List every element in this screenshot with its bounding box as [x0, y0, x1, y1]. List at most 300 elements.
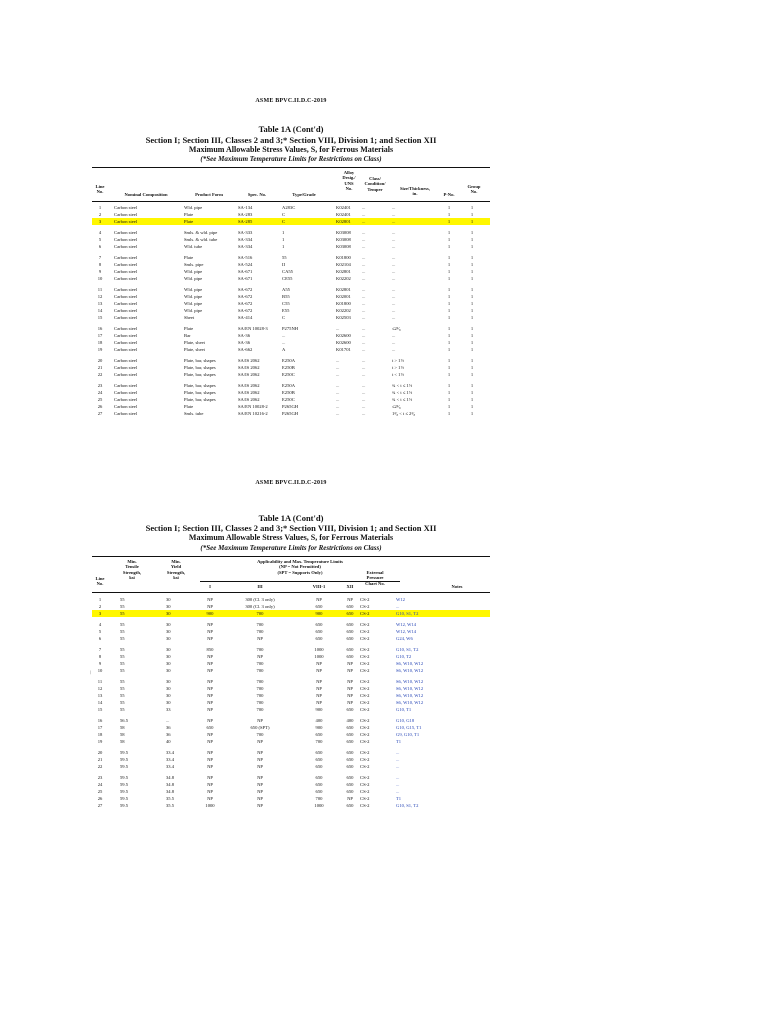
cell-notes[interactable]: G10, S1, T2 [396, 647, 419, 652]
col-header-chart: External Pressure Chart No. [365, 570, 385, 586]
cell-i: NP [207, 654, 213, 659]
table-title: Table 1A (Cont'd) [258, 513, 324, 523]
cell-comp: Carbon steel [114, 294, 138, 299]
cell-type: 1 [282, 244, 285, 249]
cell-i: NP [207, 622, 213, 627]
cell-yld: 33 [166, 707, 171, 712]
table-row [92, 204, 490, 211]
cell-group: 1 [470, 372, 474, 377]
cell-uns: ... [336, 383, 340, 388]
cell-yld: 30 [166, 693, 171, 698]
cell-chart: CS-2 [360, 764, 370, 769]
cell-yld: 30 [166, 654, 171, 659]
cell-uns: ... [336, 404, 340, 409]
cell-pno: 1 [447, 404, 451, 409]
cell-xii: 650 [346, 732, 354, 737]
header-bottom-rule [92, 592, 490, 593]
table-row [92, 396, 490, 403]
cell-no: 2 [98, 212, 102, 217]
cell-type: E250B [282, 390, 295, 395]
table-row [92, 261, 490, 268]
cell-chart: CS-2 [360, 796, 370, 801]
cell-temper: ... [362, 262, 366, 267]
cell-notes[interactable]: ... [396, 604, 400, 609]
cell-i: NP [207, 693, 213, 698]
col-header-sec-iii: III [257, 584, 263, 589]
cell-temper: ... [362, 205, 366, 210]
cell-temper: ... [362, 333, 366, 338]
cell-temper: ... [362, 404, 366, 409]
cell-size: ... [392, 212, 396, 217]
table-row [92, 268, 490, 275]
cell-group: 1 [470, 287, 474, 292]
cell-temper: ... [362, 315, 366, 320]
cell-chart: CS-2 [360, 654, 370, 659]
table-row [92, 382, 490, 389]
cell-viii: NP [316, 686, 322, 691]
cell-chart: CS-2 [360, 725, 370, 730]
cell-viii: 1000 [314, 647, 324, 652]
table-row [92, 802, 490, 809]
cell-xii: NP [347, 597, 353, 602]
cell-chart: CS-2 [360, 707, 370, 712]
cell-comp: Carbon steel [114, 358, 138, 363]
table-subtitle-sections: Section I; Section III, Classes 2 and 3;* Section VIII, Division 1; and Section XII [145, 523, 437, 533]
cell-i: NP [207, 757, 213, 762]
cell-notes[interactable]: G10, S1, T2 [396, 803, 419, 808]
cell-uns: K03008 [336, 230, 351, 235]
table-row [92, 410, 490, 417]
cell-group: 1 [470, 230, 474, 235]
cell-ten: 59.5 [120, 764, 129, 769]
cell-notes[interactable]: W12, W14 [396, 629, 417, 634]
cell-size: ... [392, 205, 396, 210]
cell-comp: Carbon steel [114, 365, 138, 370]
cell-notes[interactable]: G24, W6 [396, 636, 413, 641]
cell-xii: NP [347, 700, 353, 705]
cell-notes[interactable]: S6, W10, W12 [396, 668, 424, 673]
cell-iii: NP [257, 764, 263, 769]
cell-comp: Carbon steel [114, 340, 138, 345]
cell-spec: SA-333 [238, 230, 253, 235]
col-header-yield: Min. Yield Strength, ksi [166, 559, 186, 580]
cell-comp: Carbon steel [114, 411, 138, 416]
cell-ten: 55 [120, 629, 125, 634]
cell-pno: 1 [447, 390, 451, 395]
cell-pno: 1 [447, 287, 451, 292]
cell-group: 1 [470, 262, 474, 267]
cell-viii: 700 [315, 796, 323, 801]
table-subtitle-sections: Section I; Section III, Classes 2 and 3;* Section VIII, Division 1; and Section XII [145, 135, 437, 145]
cell-ten: 58 [120, 739, 125, 744]
table-row [92, 236, 490, 243]
cell-notes[interactable]: G10, T1 [396, 707, 412, 712]
cell-spec: SA-672 [238, 294, 253, 299]
cell-no: 20 [97, 750, 103, 755]
col-header-applicability: Applicability and Max. Temperature Limits (NP = Not Permitted) (SPT = Supports Only) [257, 559, 343, 575]
cell-form: Wld. pipe [184, 276, 203, 281]
cell-group: 1 [470, 276, 474, 281]
cell-temper: ... [362, 212, 366, 217]
cell-ten: 55 [120, 647, 125, 652]
cell-xii: NP [347, 661, 353, 666]
cell-group: 1 [470, 205, 474, 210]
cell-type: B55 [282, 294, 290, 299]
cell-i: NP [207, 686, 213, 691]
cell-ten: 58 [120, 725, 125, 730]
cell-pno: 1 [447, 383, 451, 388]
cell-size: ... [392, 219, 396, 224]
cell-xii: 650 [346, 803, 354, 808]
cell-type: E250B [282, 365, 295, 370]
cell-i: NP [207, 782, 213, 787]
cell-chart: CS-2 [360, 750, 370, 755]
cell-yld: 30 [166, 686, 171, 691]
cell-chart: CS-2 [360, 668, 370, 673]
cell-no: 1 [98, 597, 102, 602]
cell-chart: CS-2 [360, 718, 370, 723]
cell-comp: Carbon steel [114, 390, 138, 395]
cell-i: NP [207, 629, 213, 634]
cell-uns: K02801 [336, 287, 351, 292]
cell-viii: NP [316, 693, 322, 698]
cell-no: 16 [97, 326, 103, 331]
running-head: ASME BPVC.II.D.C-2019 [255, 98, 327, 104]
cell-pno: 1 [447, 397, 451, 402]
cell-type: E250C [282, 372, 295, 377]
cell-group: 1 [470, 326, 474, 331]
table-row [92, 325, 490, 332]
cell-iii: 300 (Cl. 3 only) [245, 604, 275, 609]
cell-i: 1000 [205, 803, 215, 808]
cell-size: ... [392, 294, 396, 299]
cell-xii: 650 [346, 757, 354, 762]
cell-no: 4 [98, 230, 102, 235]
cell-xii: 650 [346, 725, 354, 730]
cell-xii: NP [347, 679, 353, 684]
cell-notes[interactable]: ... [396, 789, 400, 794]
cell-form: Plate, bar, shapes [184, 390, 216, 395]
table-row [92, 717, 490, 724]
cell-ten: 55 [120, 686, 125, 691]
cell-notes[interactable]: ... [396, 757, 400, 762]
cell-pno: 1 [447, 340, 451, 345]
cell-yld: 34.8 [166, 782, 175, 787]
table-row [92, 685, 490, 692]
cell-group: 1 [470, 269, 474, 274]
cell-form: Plate, bar, shapes [184, 397, 216, 402]
cell-form: Plate [184, 255, 194, 260]
cell-form: Wld. pipe [184, 269, 203, 274]
cell-i: NP [207, 732, 213, 737]
cell-type: ... [282, 333, 286, 338]
cell-notes[interactable]: T1 [396, 796, 402, 801]
cell-comp: Carbon steel [114, 397, 138, 402]
cell-spec: SA/IS 2062 [238, 397, 260, 402]
cell-form: Wld. pipe [184, 301, 203, 306]
cell-notes[interactable]: G10, S1, T2 [396, 611, 419, 616]
cell-iii: NP [257, 636, 263, 641]
cell-iii: NP [257, 796, 263, 801]
cell-spec: SA-334 [238, 244, 253, 249]
cell-no: 9 [98, 661, 102, 666]
table-row [92, 724, 490, 731]
cell-spec: SA-672 [238, 287, 253, 292]
cell-ten: 55 [120, 604, 125, 609]
cell-viii: NP [316, 668, 322, 673]
cell-type: 1 [282, 237, 285, 242]
cell-spec: SA/IS 2062 [238, 390, 260, 395]
cell-size: ... [392, 315, 396, 320]
cell-uns: ... [336, 365, 340, 370]
cell-viii: 1000 [314, 803, 324, 808]
cell-notes[interactable]: W12, W14 [396, 622, 417, 627]
cell-type: E55 [282, 308, 290, 313]
cell-notes[interactable]: ... [396, 750, 400, 755]
cell-xii: 650 [346, 782, 354, 787]
cell-notes[interactable]: W12 [396, 597, 405, 602]
table-row [92, 314, 490, 321]
table-row [92, 628, 490, 635]
col-header-temper: Class/ Condition/ Temper [364, 176, 386, 192]
cell-ten: 59.5 [120, 803, 129, 808]
cell-notes[interactable]: S6, W10, W12 [396, 700, 424, 705]
cell-xii: 650 [346, 636, 354, 641]
cell-iii: NP [257, 803, 263, 808]
cell-yld: 30 [166, 661, 171, 666]
cell-size: ¾ < t ≤ 1½ [392, 383, 413, 388]
cell-comp: Carbon steel [114, 269, 138, 274]
cell-i: NP [207, 796, 213, 801]
cell-pno: 1 [447, 237, 451, 242]
cell-temper: ... [362, 219, 366, 224]
cell-form: Wld. pipe [184, 294, 203, 299]
cell-notes[interactable]: ... [396, 782, 400, 787]
cell-size: ... [392, 276, 396, 281]
cell-chart: CS-2 [360, 604, 370, 609]
cell-no: 12 [97, 686, 103, 691]
cell-pno: 1 [447, 212, 451, 217]
table-row [92, 795, 490, 802]
cell-size: ... [392, 340, 396, 345]
cell-xii: 650 [346, 654, 354, 659]
cell-notes[interactable]: S6, W10, W12 [396, 693, 424, 698]
cell-notes[interactable]: S6, W10, W12 [396, 661, 424, 666]
cell-ten: 55 [120, 679, 125, 684]
cell-viii: 900 [315, 611, 323, 616]
cell-size: t < 1½ [392, 372, 404, 377]
cell-spec: SA-671 [238, 269, 253, 274]
cell-ten: 59.5 [120, 775, 129, 780]
table-subtitle-note: (*See Maximum Temperature Limits for Restrictions on Class) [200, 155, 382, 163]
cell-type: C [282, 212, 286, 217]
cell-type: E250A [282, 383, 296, 388]
cell-form: Plate [184, 212, 194, 217]
cell-i: NP [207, 661, 213, 666]
cell-yld: ... [166, 718, 170, 723]
col-header-sec-xii: XII [346, 584, 354, 589]
cell-viii: NP [316, 700, 322, 705]
cell-form: Smls. pipe [184, 262, 204, 267]
cell-no: 14 [97, 308, 103, 313]
cell-i: NP [207, 668, 213, 673]
cell-temper: ... [362, 308, 366, 313]
cell-size: ... [392, 237, 396, 242]
cell-uns: K02401 [336, 205, 351, 210]
cell-spec: SA-671 [238, 276, 253, 281]
cell-yld: 40 [166, 739, 171, 744]
cell-uns: K02202 [336, 308, 351, 313]
cell-size: ... [392, 287, 396, 292]
cell-viii: 650 [315, 604, 323, 609]
table-row [92, 660, 490, 667]
cell-chart: CS-2 [360, 739, 370, 744]
cell-no: 16 [97, 718, 103, 723]
table-row [92, 667, 490, 674]
cell-notes[interactable]: G10, T2 [396, 654, 412, 659]
cell-yld: 33.4 [166, 757, 175, 762]
header-top-rule [92, 167, 490, 168]
cell-viii: NP [316, 661, 322, 666]
cell-iii: 700 [256, 679, 264, 684]
cell-size: ... [392, 308, 396, 313]
cell-comp: Carbon steel [114, 205, 138, 210]
cell-chart: CS-2 [360, 693, 370, 698]
cell-no: 17 [97, 333, 103, 338]
cell-ten: 55 [120, 636, 125, 641]
table-row [92, 646, 490, 653]
cell-viii: 900 [315, 707, 323, 712]
cell-notes[interactable]: S6, W10, W12 [396, 686, 424, 691]
cell-no: 12 [97, 294, 103, 299]
cell-iii: NP [257, 654, 263, 659]
cell-no: 18 [97, 340, 103, 345]
cell-group: 1 [470, 340, 474, 345]
cell-group: 1 [470, 397, 474, 402]
cell-i: NP [207, 764, 213, 769]
cell-spec: SA-134 [238, 205, 253, 210]
cell-i: NP [207, 636, 213, 641]
cell-type: II [282, 262, 286, 267]
cell-no: 27 [97, 411, 103, 416]
col-header-notes: Notes [451, 584, 463, 589]
cell-no: 6 [98, 244, 102, 249]
cell-notes[interactable]: T1 [396, 739, 402, 744]
cell-no: 26 [97, 404, 103, 409]
cell-comp: Carbon steel [114, 287, 138, 292]
cell-temper: ... [362, 365, 366, 370]
cell-viii: 900 [315, 725, 323, 730]
cell-notes[interactable]: ... [396, 764, 400, 769]
cell-i: NP [207, 707, 213, 712]
col-header-group: Group No. [467, 184, 481, 195]
cell-type: C55 [282, 301, 290, 306]
cell-notes[interactable]: G10, G18 [396, 718, 415, 723]
cell-no: 9 [98, 269, 102, 274]
cell-temper: ... [362, 390, 366, 395]
cell-uns: ... [336, 411, 340, 416]
cell-chart: CS-2 [360, 597, 370, 602]
table-title: Table 1A (Cont'd) [258, 124, 324, 134]
cell-uns: K01800 [336, 255, 351, 260]
table-row [92, 596, 490, 603]
cell-viii: NP [316, 679, 322, 684]
cell-comp: Carbon steel [114, 262, 138, 267]
cell-chart: CS-2 [360, 686, 370, 691]
cell-yld: 34.8 [166, 789, 175, 794]
table-subtitle-note: (*See Maximum Temperature Limits for Restrictions on Class) [200, 544, 382, 552]
cell-size: ... [392, 230, 396, 235]
cell-chart: CS-2 [360, 700, 370, 705]
cell-comp: Carbon steel [114, 255, 138, 260]
cell-group: 1 [470, 244, 474, 249]
table-row [92, 364, 490, 371]
cell-xii: 650 [346, 622, 354, 627]
cell-xii: 400 [346, 718, 354, 723]
cell-yld: 30 [166, 700, 171, 705]
cell-chart: CS-2 [360, 803, 370, 808]
col-header-line: Line No. [95, 576, 105, 587]
cell-xii: 650 [346, 611, 354, 616]
cell-no: 3 [98, 611, 102, 616]
cell-i: NP [207, 597, 213, 602]
cell-group: 1 [470, 255, 474, 260]
cell-iii: 700 [256, 668, 264, 673]
cell-i: NP [207, 604, 213, 609]
cell-spec: SA-672 [238, 301, 253, 306]
cell-form: Plate, bar, shapes [184, 358, 216, 363]
cell-ten: 55 [120, 700, 125, 705]
cell-iii: 700 [256, 693, 264, 698]
table-row [92, 211, 490, 218]
cell-ten: 55 [120, 668, 125, 673]
cell-size: t > 1½ [392, 358, 404, 363]
cell-form: Plate, bar, shapes [184, 372, 216, 377]
cell-xii: NP [347, 668, 353, 673]
cell-group: 1 [470, 358, 474, 363]
cell-form: Smls. & wld. tube [184, 237, 218, 242]
table-row [92, 635, 490, 642]
cell-pno: 1 [447, 262, 451, 267]
cell-group: 1 [470, 301, 474, 306]
cell-notes[interactable]: G9, G10, T1 [396, 732, 420, 737]
cell-notes[interactable]: S6, W10, W12 [396, 679, 424, 684]
cell-notes[interactable]: G10, G15, T1 [396, 725, 422, 730]
cell-no: 1 [98, 205, 102, 210]
cell-chart: CS-2 [360, 611, 370, 616]
cell-comp: Carbon steel [114, 308, 138, 313]
cell-pno: 1 [447, 269, 451, 274]
table-row [92, 254, 490, 261]
cell-uns: K02001 [336, 294, 351, 299]
cell-spec: SA-662 [238, 347, 253, 352]
cell-spec: SA-414 [238, 315, 253, 320]
cell-notes[interactable]: ... [396, 775, 400, 780]
cell-yld: 30 [166, 668, 171, 673]
cell-iii: 700 [256, 700, 264, 705]
cell-form: Plate [184, 326, 194, 331]
cell-viii: 650 [315, 622, 323, 627]
col-header-line: Line No. [95, 184, 105, 195]
cell-no: 25 [97, 789, 103, 794]
cell-temper: ... [362, 358, 366, 363]
col-header-uns: Alloy Desig./ UNS No. [342, 170, 356, 191]
table-row [92, 653, 490, 660]
cell-iii: NP [257, 775, 263, 780]
cell-group: 1 [470, 347, 474, 352]
table-row [92, 621, 490, 628]
header-top-rule [92, 556, 490, 557]
